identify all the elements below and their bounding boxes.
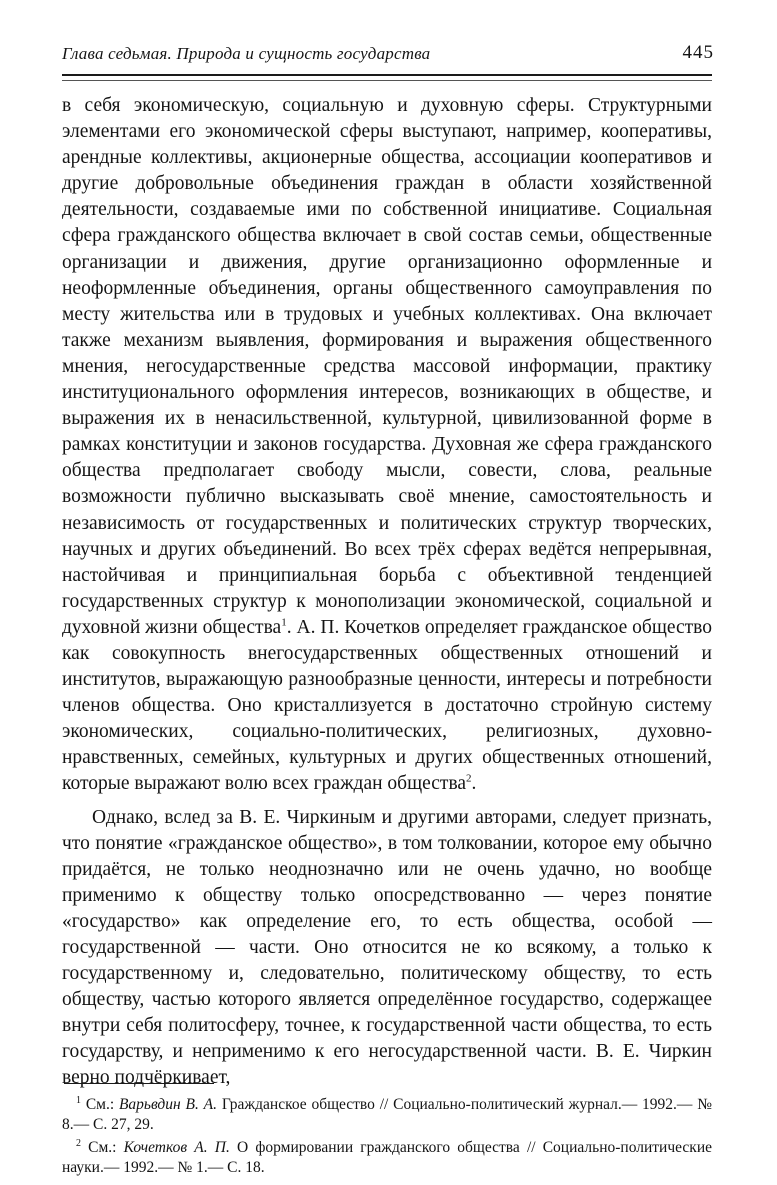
paragraph-1-text: в себя экономическую, социальную и духовную сферы. Структурными элементами его экономической сферы выступают, например, кооперативы, арендные коллективы, акционерные общества, ассоциации кооперативов и другие добровольные объединения граждан в области хозяйственной деятельности, создаваемые ими по собственной инициативе. Социальная сфера гражданского общества включает в свой состав семьи, общественные организации и движения, другие организационно оформленные и неоформленные объединения, органы общественного самоуправления по месту жительства или в трудовых и учебных коллективах. Она включает также механизм выявления, формирования и выражения общественного мнения, негосударственные средства массовой информации, практику институционального оформления интересов, возникающих в обществе, и выражения их в ненасильственной, культурной, цивилизованной форме в рамках конституции и законов государства. Духовная же сфера гражданского общества предполагает свободу мысли, совести, слова, реальные возможности публично высказывать своё мнение, самостоятельность и независимость от государственных и политических структур творческих, научных и других объединений. Во всех трёх сферах ведётся непрерывная, настойчивая и принципиальная борьба с объективной тенденцией государственных структур к монополизации экономической, социальной и духовной жизни общества [62,95,712,638]
footnote-1-text: Гражданское общество // Социально-политический журнал.— 1992.— № 8.— С. 27, 29. [62,1096,713,1133]
header-rule-thin [62,80,712,81]
footnote-1-lead: См.: [85,1096,115,1114]
footnote-1 [62,1091,712,1134]
main-text [62,93,712,1092]
footnote-2-text: О формировании гражданского общества // Социально-политические науки.— 1992.— № 1.— С. 18. [62,1139,712,1176]
footnote-ref-2: 2 [466,772,472,785]
running-title: Глава седьмая. Природа и сущность государства [62,44,431,63]
header-rule [62,74,712,76]
footnote-2-author: Кочетков А. П. [123,1139,230,1157]
footnote-rule [64,1083,214,1084]
footnote-2-mark: 2 [76,1138,81,1150]
footnote-1-mark: 1 [76,1095,81,1106]
page-number: 445 [682,42,714,63]
footnote-ref-1: 1 [281,616,287,629]
paragraph-2: Однако, вслед за В. Е. Чиркиным и другими авторами, следует признать, что понятие «гражданское общество», в том толковании, которое ему обычно придаётся, не только неоднозначно или не очень удачно, но вообще применимо к обществу только опосредствованно — через понятие «государство» как определение его, то есть общества, особой — государственной — части. Оно относится не ко всякому, а только к государственному и, следовательно, политическому обществу, то есть обществу, частью которого является определённое государство, содержащее внутри себя политосферу, точнее, к государственной части общества, то есть государству, и неприменимо к его негосударственной части. В. Е. Чиркин верно подчёркивает, [62,806,712,1089]
footnote-1-author: Варьвдин В. А. [118,1096,217,1114]
running-header [62,44,714,70]
footnotes [62,1091,712,1177]
paragraph-1-tail: . А. П. Кочетков определяет гражданское общество как совокупность внегосударственных общественных отношений и институтов, выражающую разнообразные ценности, интересы и потребности членов общества. Оно кристаллизуется в достаточно стройную систему экономических, социально-политических, религиозных, духовно-нравственных, семейных, культурных и других общественных отношений, которые выражают волю всех граждан общества [62,616,713,795]
footnote-2-lead: См.: [88,1139,117,1157]
paragraph-1 [62,93,712,798]
footnote-2 [62,1134,712,1177]
paragraph-1-end: . [471,773,477,795]
